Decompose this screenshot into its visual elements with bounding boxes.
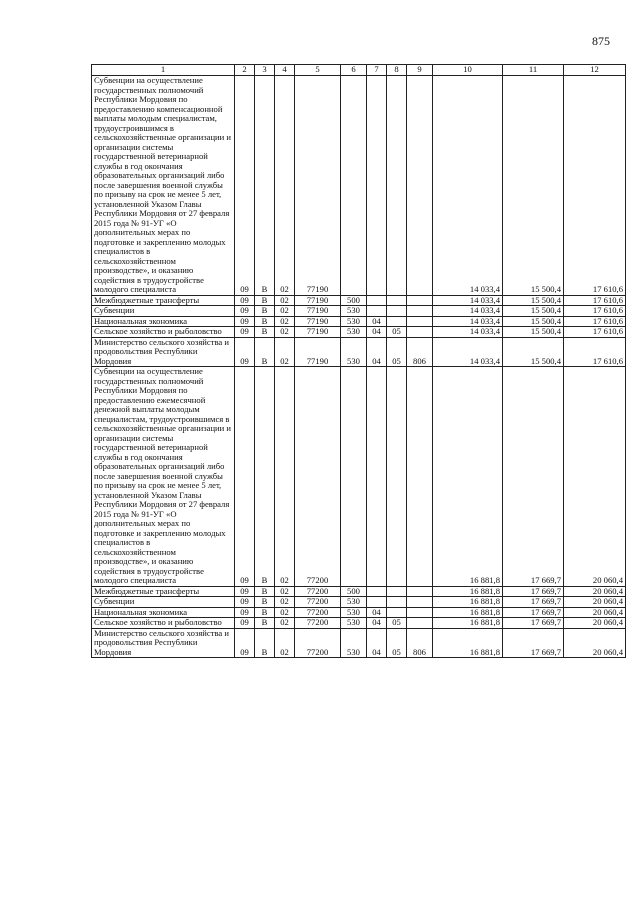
table-cell: 500 [341, 295, 367, 306]
table-cell [387, 295, 407, 306]
row-name-cell: Субвенции на осуществление государственных полномочий Республики Мордовия по предоставлению ежемесячной денежной выплаты молодым специалистам, трудоустроившимся в сельскохозяйственные организации и организации системы государственной ветеринарной службы в год окончания образовательных организаций либо после завершения военной службы по призыву на срок не менее 5 лет, установленной Указом Главы Республики Мордовия от 27 февраля 2015 года № 91-УГ «О дополнительных мерах по подготовке и закреплению молодых специалистов в сельскохозяйственном производстве», и оказанию содействия в трудоустройстве молодого специалиста [92, 367, 235, 587]
column-header: 10 [433, 65, 503, 76]
table-cell: 16 881,8 [433, 367, 503, 587]
table-cell: 17 669,7 [503, 367, 564, 587]
row-name-cell: Сельское хозяйство и рыболовство [92, 327, 235, 338]
table-cell: 77190 [295, 306, 341, 317]
table-row [92, 367, 626, 587]
table-cell: 17 669,7 [503, 597, 564, 608]
table-cell: 02 [275, 367, 295, 587]
table-cell: 20 060,4 [564, 628, 626, 658]
table-cell [367, 586, 387, 597]
table-cell: 77190 [295, 337, 341, 367]
table-cell: 17 669,7 [503, 607, 564, 618]
table-cell: 04 [367, 628, 387, 658]
table-cell [407, 618, 433, 629]
table-cell: 17 610,6 [564, 295, 626, 306]
table-row [92, 597, 626, 608]
table-cell: 806 [407, 628, 433, 658]
table-row [92, 316, 626, 327]
table-cell: 09 [235, 586, 255, 597]
table-cell: В [255, 316, 275, 327]
table-cell: 530 [341, 327, 367, 338]
table-cell [387, 316, 407, 327]
column-header: 6 [341, 65, 367, 76]
table-cell: В [255, 76, 275, 296]
table-cell: 17 610,6 [564, 76, 626, 296]
table-cell: 14 033,4 [433, 306, 503, 317]
table-row [92, 607, 626, 618]
table-cell: 77190 [295, 295, 341, 306]
table-cell: 09 [235, 295, 255, 306]
column-header: 3 [255, 65, 275, 76]
budget-table [91, 64, 626, 658]
table-cell: 09 [235, 327, 255, 338]
table-cell: 04 [367, 618, 387, 629]
table-cell: 09 [235, 337, 255, 367]
column-header: 11 [503, 65, 564, 76]
table-cell [407, 597, 433, 608]
table-cell: 77190 [295, 316, 341, 327]
table-cell [341, 367, 367, 587]
table-cell: 05 [387, 618, 407, 629]
table-row [92, 337, 626, 367]
table-cell [407, 586, 433, 597]
table-cell: 09 [235, 607, 255, 618]
table-cell: 15 500,4 [503, 327, 564, 338]
table-cell: 17 610,6 [564, 327, 626, 338]
table-cell [387, 597, 407, 608]
table-cell: 02 [275, 628, 295, 658]
table-cell: 77200 [295, 586, 341, 597]
table-cell: В [255, 306, 275, 317]
table-cell: 14 033,4 [433, 327, 503, 338]
table-row [92, 306, 626, 317]
table-cell: 14 033,4 [433, 76, 503, 296]
table-cell: 530 [341, 316, 367, 327]
table-cell: 16 881,8 [433, 607, 503, 618]
row-name-cell: Министерство сельского хозяйства и продовольствия Республики Мордовия [92, 337, 235, 367]
table-cell: 17 610,6 [564, 337, 626, 367]
row-name-cell: Национальная экономика [92, 607, 235, 618]
table-cell: 02 [275, 76, 295, 296]
table-row [92, 76, 626, 296]
table-cell: 530 [341, 597, 367, 608]
row-name-cell: Субвенции [92, 306, 235, 317]
table-cell [367, 76, 387, 296]
table-row [92, 295, 626, 306]
table-cell: 09 [235, 618, 255, 629]
table-cell: 20 060,4 [564, 586, 626, 597]
table-row [92, 586, 626, 597]
table-cell: 05 [387, 327, 407, 338]
table-cell: 15 500,4 [503, 306, 564, 317]
table-cell: 77190 [295, 76, 341, 296]
row-name-cell: Министерство сельского хозяйства и продовольствия Республики Мордовия [92, 628, 235, 658]
table-cell [407, 295, 433, 306]
table-cell: 02 [275, 327, 295, 338]
table-cell [407, 367, 433, 587]
table-cell: 04 [367, 337, 387, 367]
table-cell: 20 060,4 [564, 618, 626, 629]
table-cell: 15 500,4 [503, 76, 564, 296]
table-cell: 77200 [295, 607, 341, 618]
table-cell: 09 [235, 316, 255, 327]
column-header: 9 [407, 65, 433, 76]
table-cell: 17 610,6 [564, 306, 626, 317]
table-cell: 16 881,8 [433, 597, 503, 608]
table-cell [367, 295, 387, 306]
table-cell: 77200 [295, 618, 341, 629]
table-cell: 15 500,4 [503, 337, 564, 367]
column-header: 2 [235, 65, 255, 76]
column-header: 5 [295, 65, 341, 76]
table-cell [407, 316, 433, 327]
table-cell: 20 060,4 [564, 607, 626, 618]
table-body [92, 76, 626, 658]
table-cell: 17 669,7 [503, 618, 564, 629]
table-cell: В [255, 367, 275, 587]
table-cell: 09 [235, 597, 255, 608]
table-cell [387, 76, 407, 296]
table-cell: 806 [407, 337, 433, 367]
column-header: 7 [367, 65, 387, 76]
table-cell: 530 [341, 628, 367, 658]
table-cell [367, 367, 387, 587]
table-cell: 20 060,4 [564, 597, 626, 608]
table-cell [341, 76, 367, 296]
table-row [92, 628, 626, 658]
table-row [92, 618, 626, 629]
table-cell: 09 [235, 306, 255, 317]
row-name-cell: Субвенции на осуществление государственных полномочий Республики Мордовия по предоставлению компенсационной выплаты молодым специалистам, трудоустроившимся в сельскохозяйственные организации и организации системы государственной ветеринарной службы в год окончания образовательных организаций либо после завершения военной службы по призыву на срок не менее 5 лет, установленной Указом Главы Республики Мордовия от 27 февраля 2015 года № 91-УГ «О дополнительных мерах по подготовке и закреплению молодых специалистов в сельскохозяйственном производстве», и оказанию содействия в трудоустройстве молодого специалиста [92, 76, 235, 296]
table-cell: 02 [275, 337, 295, 367]
table-cell: 02 [275, 316, 295, 327]
table-cell: 04 [367, 316, 387, 327]
table-cell [387, 367, 407, 587]
table-cell [387, 306, 407, 317]
column-header: 8 [387, 65, 407, 76]
table-cell: 77200 [295, 367, 341, 587]
table-cell: 15 500,4 [503, 316, 564, 327]
table-cell [407, 306, 433, 317]
table-cell: 14 033,4 [433, 295, 503, 306]
table-cell: 02 [275, 618, 295, 629]
table-cell: В [255, 597, 275, 608]
table-cell [407, 76, 433, 296]
table-cell [367, 306, 387, 317]
table-cell: 02 [275, 597, 295, 608]
table-cell [407, 607, 433, 618]
table-cell: 77200 [295, 597, 341, 608]
table-cell: 14 033,4 [433, 337, 503, 367]
table-cell: 04 [367, 607, 387, 618]
row-name-cell: Субвенции [92, 597, 235, 608]
table-cell: В [255, 586, 275, 597]
table-cell: 02 [275, 295, 295, 306]
table-cell: 530 [341, 607, 367, 618]
table-cell: 02 [275, 306, 295, 317]
column-header: 12 [564, 65, 626, 76]
table-cell: 15 500,4 [503, 295, 564, 306]
table-row [92, 327, 626, 338]
table-cell: 02 [275, 607, 295, 618]
column-header: 4 [275, 65, 295, 76]
table-cell: 20 060,4 [564, 367, 626, 587]
row-name-cell: Национальная экономика [92, 316, 235, 327]
table-cell: 09 [235, 76, 255, 296]
table-cell: 16 881,8 [433, 628, 503, 658]
table-cell: 04 [367, 327, 387, 338]
table-cell: 09 [235, 367, 255, 587]
table-cell [367, 597, 387, 608]
table-cell [407, 327, 433, 338]
table-cell [387, 607, 407, 618]
row-name-cell: Сельское хозяйство и рыболовство [92, 618, 235, 629]
table-cell: 530 [341, 306, 367, 317]
table-cell: 16 881,8 [433, 586, 503, 597]
table-cell: В [255, 295, 275, 306]
table-cell: 530 [341, 618, 367, 629]
table-header-row [92, 65, 626, 76]
table-cell: В [255, 327, 275, 338]
table-cell: В [255, 607, 275, 618]
table-cell: 09 [235, 628, 255, 658]
table-cell: 17 610,6 [564, 316, 626, 327]
table-cell: 530 [341, 337, 367, 367]
page-number: 875 [592, 34, 610, 48]
table-cell: 02 [275, 586, 295, 597]
table-cell: 14 033,4 [433, 316, 503, 327]
table-cell: 17 669,7 [503, 628, 564, 658]
table-cell: 77200 [295, 628, 341, 658]
table-cell: 500 [341, 586, 367, 597]
table-cell: В [255, 628, 275, 658]
table-cell: 05 [387, 628, 407, 658]
table-cell: 16 881,8 [433, 618, 503, 629]
table-cell [387, 586, 407, 597]
table-cell: 17 669,7 [503, 586, 564, 597]
column-header: 1 [92, 65, 235, 76]
table-cell: В [255, 337, 275, 367]
row-name-cell: Межбюджетные трансферты [92, 295, 235, 306]
row-name-cell: Межбюджетные трансферты [92, 586, 235, 597]
table-cell: В [255, 618, 275, 629]
table-cell: 05 [387, 337, 407, 367]
table-cell: 77190 [295, 327, 341, 338]
